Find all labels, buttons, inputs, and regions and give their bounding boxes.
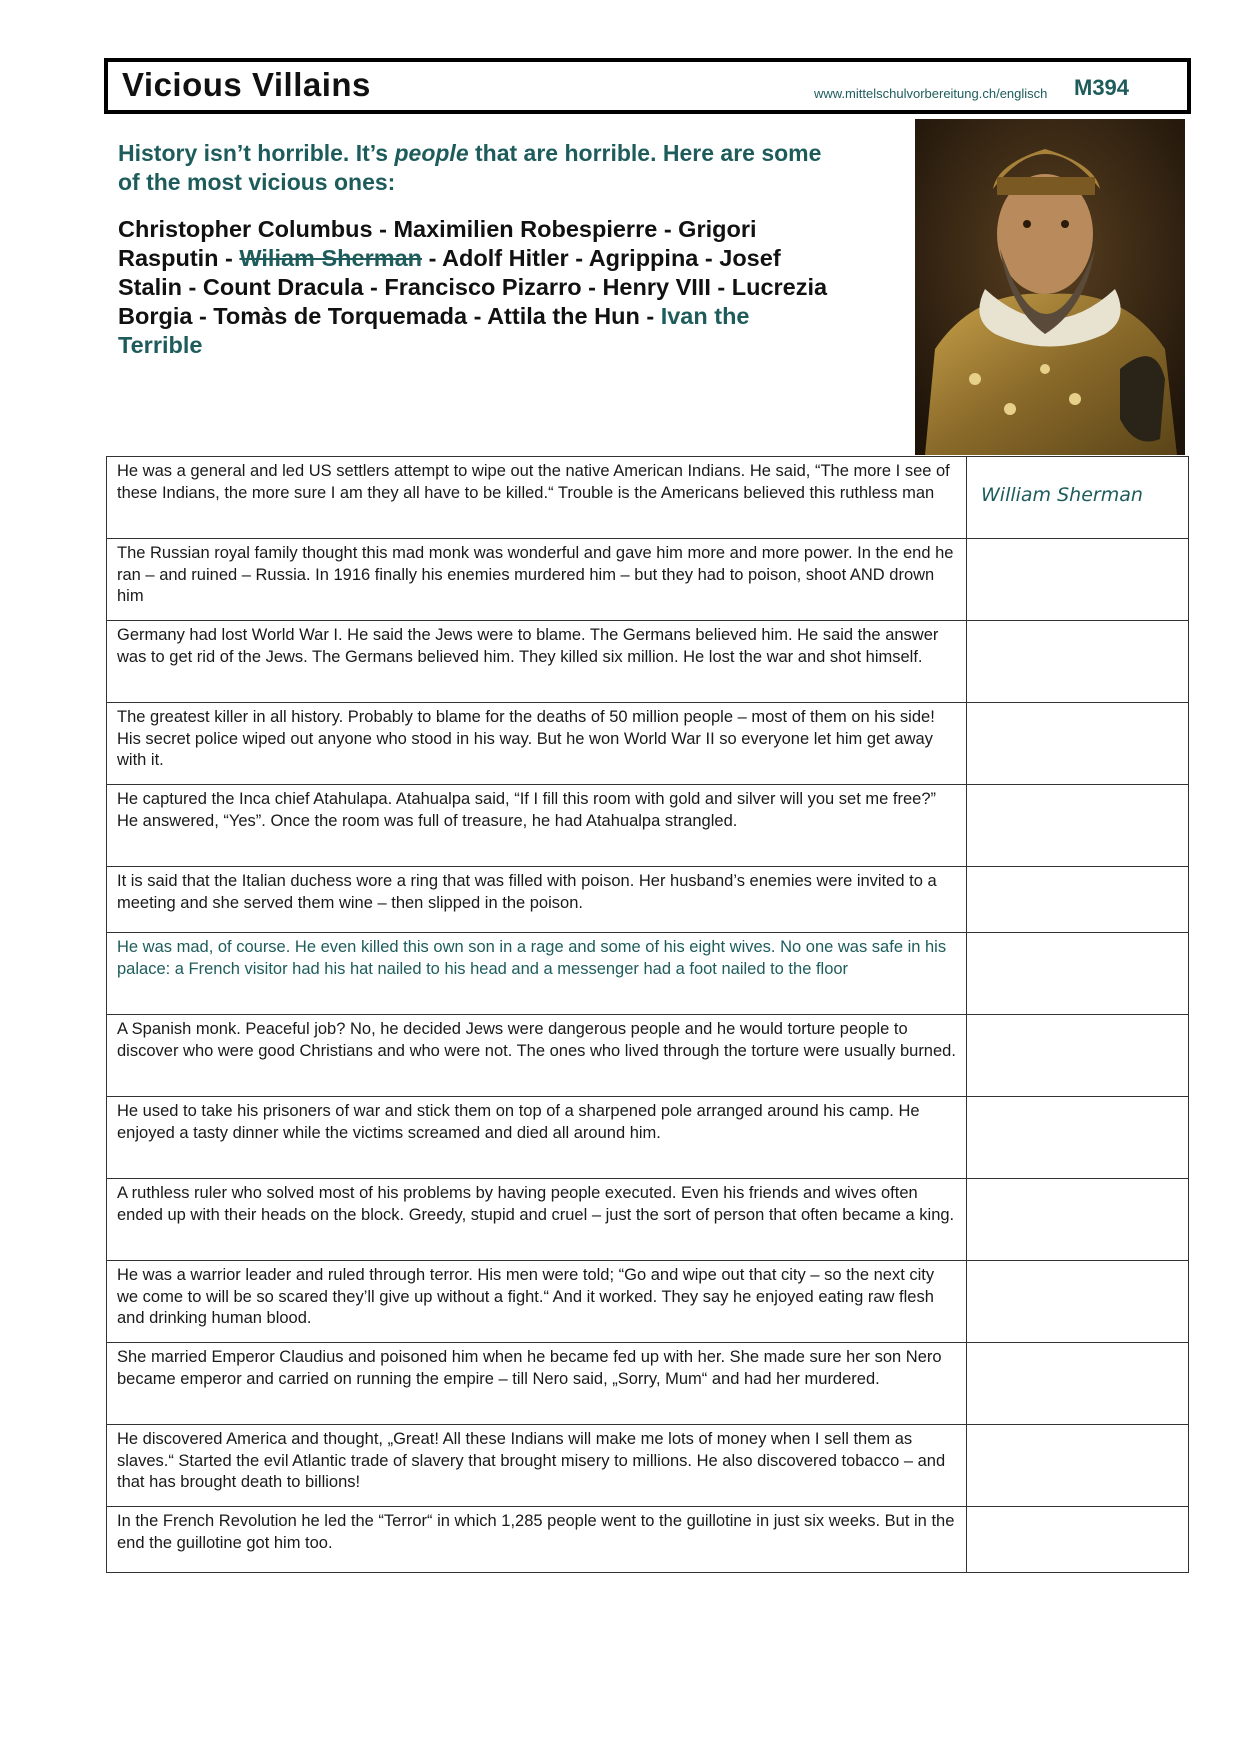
description-cell: Germany had lost World War I. He said the Jews were to blame. The Germans believed him. He said the answer was to get rid of the Jews. The Germans believed him. They killed six million. He lost the war and shot himself. xyxy=(107,621,967,703)
table-row xyxy=(107,785,1189,867)
table-row xyxy=(107,539,1189,621)
description-cell: He discovered America and thought, „Great! All these Indians will make me lots of money when I sell them as slaves.“ Started the evil Atlantic trade of slavery that brought misery to millions. He also discovered tobacco – and that has brought death to billions! xyxy=(107,1425,967,1507)
villain-quiz-table xyxy=(106,456,1189,1573)
description-cell: He used to take his prisoners of war and stick them on top of a sharpened pole arranged around his camp. He enjoyed a tasty dinner while the victims screamed and died all around him. xyxy=(107,1097,967,1179)
table-row xyxy=(107,867,1189,933)
highlighted-name: Ivan the Terrible xyxy=(118,303,750,358)
intro-part-1: History isn’t horrible. It’s xyxy=(118,140,395,166)
description-cell: He was a general and led US settlers attempt to wipe out the native American Indians. He said, “The more I see of these Indians, the more sure I am they all have to be killed.“ Trouble is the Americans believed this ruthless man xyxy=(107,457,967,539)
table-row xyxy=(107,1425,1189,1507)
answer-cell[interactable] xyxy=(967,785,1189,867)
portrait-painting-icon xyxy=(915,119,1185,455)
description-cell: The Russian royal family thought this mad monk was wonderful and gave him more and more power. In the end he ran – and ruined – Russia. In 1916 finally his enemies murdered him – but they had to poison, shoot AND drown him xyxy=(107,539,967,621)
description-cell: He captured the Inca chief Atahulapa. Atahualpa said, “If I fill this room with gold and silver will you set me free?” He answered, “Yes”. Once the room was full of treasure, he had Atahualpa strangled. xyxy=(107,785,967,867)
answer-cell[interactable] xyxy=(967,1425,1189,1507)
description-cell: A ruthless ruler who solved most of his problems by having people executed. Even his friends and wives often ended up with their heads on the block. Greedy, stupid and cruel – just the sort of person that often became a king. xyxy=(107,1179,967,1261)
description-cell: He was a warrior leader and ruled through terror. His men were told; “Go and wipe out that city – so the next city we come to will be so scared they’ll give up without a fight.“ And it worked. They say he enjoyed eating raw flesh and drinking human blood. xyxy=(107,1261,967,1343)
villain-name-list xyxy=(118,215,838,360)
intro-emphasis: people xyxy=(394,140,469,166)
portrait-image xyxy=(915,119,1185,455)
answer-cell[interactable] xyxy=(967,933,1189,1015)
table-row xyxy=(107,1507,1189,1573)
answer-cell[interactable] xyxy=(967,867,1189,933)
table-row xyxy=(107,621,1189,703)
names-after: - Adolf Hitler - Agrippina - Josef Stalin - Count Dracula - Francisco Pizarro - Henry VIII - Lucrezia Borgia - Tomàs de Torquemada - Attila the Hun - xyxy=(118,245,828,329)
answer-cell[interactable] xyxy=(967,621,1189,703)
table-row xyxy=(107,1097,1189,1179)
names-before: Christopher Columbus - Maximilien Robespierre - Grigori Rasputin - xyxy=(118,216,757,271)
document-title: Vicious Villains xyxy=(122,66,371,103)
answer-cell[interactable] xyxy=(967,539,1189,621)
table-row xyxy=(107,703,1189,785)
answer-cell[interactable] xyxy=(967,1179,1189,1261)
answer-cell[interactable] xyxy=(967,703,1189,785)
table-row xyxy=(107,1261,1189,1343)
description-cell: He was mad, of course. He even killed this own son in a rage and some of his eight wives. No one was safe in his palace: a French visitor had his hat nailed to his head and a messenger had a foot nailed to the floor xyxy=(107,933,967,1015)
table-row xyxy=(107,933,1189,1015)
description-cell: In the French Revolution he led the “Terror“ in which 1,285 people went to the guillotine in just six weeks. But in the end the guillotine got him too. xyxy=(107,1507,967,1573)
answer-cell[interactable] xyxy=(967,1015,1189,1097)
table-row xyxy=(107,1015,1189,1097)
table-row xyxy=(107,457,1189,539)
description-cell: The greatest killer in all history. Probably to blame for the deaths of 50 million people – most of them on his side! His secret police wiped out anyone who stood in his way. But he won World War II so everyone let him get away with it. xyxy=(107,703,967,785)
worksheet-code: M394 xyxy=(1074,75,1130,100)
description-cell: She married Emperor Claudius and poisoned him when he became fed up with her. She made sure her son Nero became emperor and carried on running the empire – till Nero said, „Sorry, Mum“ and had her murdered. xyxy=(107,1343,967,1425)
answer-cell[interactable] xyxy=(967,1097,1189,1179)
answer-cell[interactable] xyxy=(967,1261,1189,1343)
answer-cell[interactable] xyxy=(967,1507,1189,1573)
intro-text xyxy=(118,139,838,197)
answer-cell[interactable] xyxy=(967,1343,1189,1425)
description-cell: A Spanish monk. Peaceful job? No, he decided Jews were dangerous people and he would torture people to discover who were good Christians and who were not. The ones who lived through the torture were usually burned. xyxy=(107,1015,967,1097)
struck-name: Wiliam Sherman xyxy=(239,245,423,271)
description-cell: It is said that the Italian duchess wore a ring that was filled with poison. Her husband’s enemies were invited to a meeting and she served them wine – then slipped in the poison. xyxy=(107,867,967,933)
table-row xyxy=(107,1179,1189,1261)
website-url[interactable]: www.mittelschulvorbereitung.ch/englisch xyxy=(814,86,1048,101)
header-box xyxy=(104,58,1191,114)
answer-cell[interactable] xyxy=(967,457,1189,539)
intro-part-2: that are horrible. Here are some of the most vicious ones: xyxy=(118,140,822,195)
table-row xyxy=(107,1343,1189,1425)
answer-text: William Sherman xyxy=(981,484,1143,506)
